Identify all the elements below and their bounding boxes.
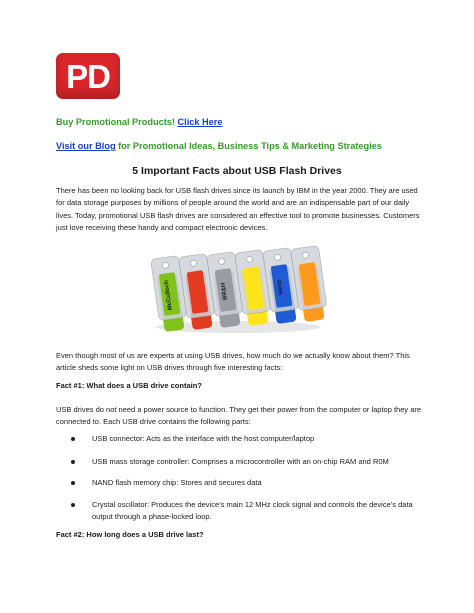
bullet-icon (71, 437, 75, 441)
pd-logo[interactable] (56, 53, 120, 99)
article-title: 5 Important Facts about USB Flash Drives (132, 165, 342, 177)
fact-1-heading: Fact #1: What does a USB drive contain? (56, 381, 202, 390)
list-item-text: Crystal oscillator: Produces the device’s main 12 MHz clock signal and controls the device’s data output through a phase-locked loop. (92, 500, 413, 522)
bullet-icon (71, 481, 75, 485)
list-item (92, 499, 432, 524)
list-item-text: NAND flash memory chip: Stores and secures data (92, 478, 262, 487)
list-item (92, 456, 432, 468)
usb-drives-image (146, 243, 330, 335)
bullet-icon (71, 460, 75, 464)
usb-drive-label: Hertz (276, 279, 285, 296)
third-paragraph: USB drives do not need a power source to function. They get their power from the computer or laptop they are connected to. Each USB drive contains the following parts: (56, 405, 422, 427)
usb-drive-label: McCulloch (163, 279, 174, 311)
fact-2-heading: Fact #2: How long does a USB drive last? (56, 530, 204, 539)
visit-blog-link[interactable]: Visit our Blog (56, 141, 116, 151)
logo-text: PD (66, 57, 110, 95)
bullet-icon (71, 503, 75, 507)
list-item-text: USB connector: Acts as the interface with the host computer/laptop (92, 434, 315, 443)
promo-text: Buy Promotional Products! (56, 117, 178, 127)
intro-paragraph: There has been no looking back for USB flash drives since its launch by IBM in the year 2000. They are used for data storage purposes by millions of people around the world and are an indispensable part of our daily lives. Today, promotional USB flash drives are considered an effective tool to promote businesses. Customers just love receiving these handy and compact electronic devices. (56, 186, 420, 232)
list-item (92, 433, 432, 445)
blog-line (56, 141, 382, 151)
blog-text: for Promotional Ideas, Business Tips & Marketing Strategies (115, 141, 382, 151)
click-here-link[interactable]: Click Here (177, 117, 223, 127)
second-paragraph: Even though most of us are experts at using USB drives, how much do we actually know about them? This article sheds some light on USB drives through five interesting facts: (56, 351, 410, 373)
list-item-text: USB mass storage controller: Comprises a microcontroller with an on-chip RAM and R0M (92, 457, 389, 466)
usb-drive (291, 245, 329, 322)
promo-line (56, 117, 222, 127)
list-item (92, 477, 432, 489)
usb-drive-label: BR&H (220, 282, 229, 301)
